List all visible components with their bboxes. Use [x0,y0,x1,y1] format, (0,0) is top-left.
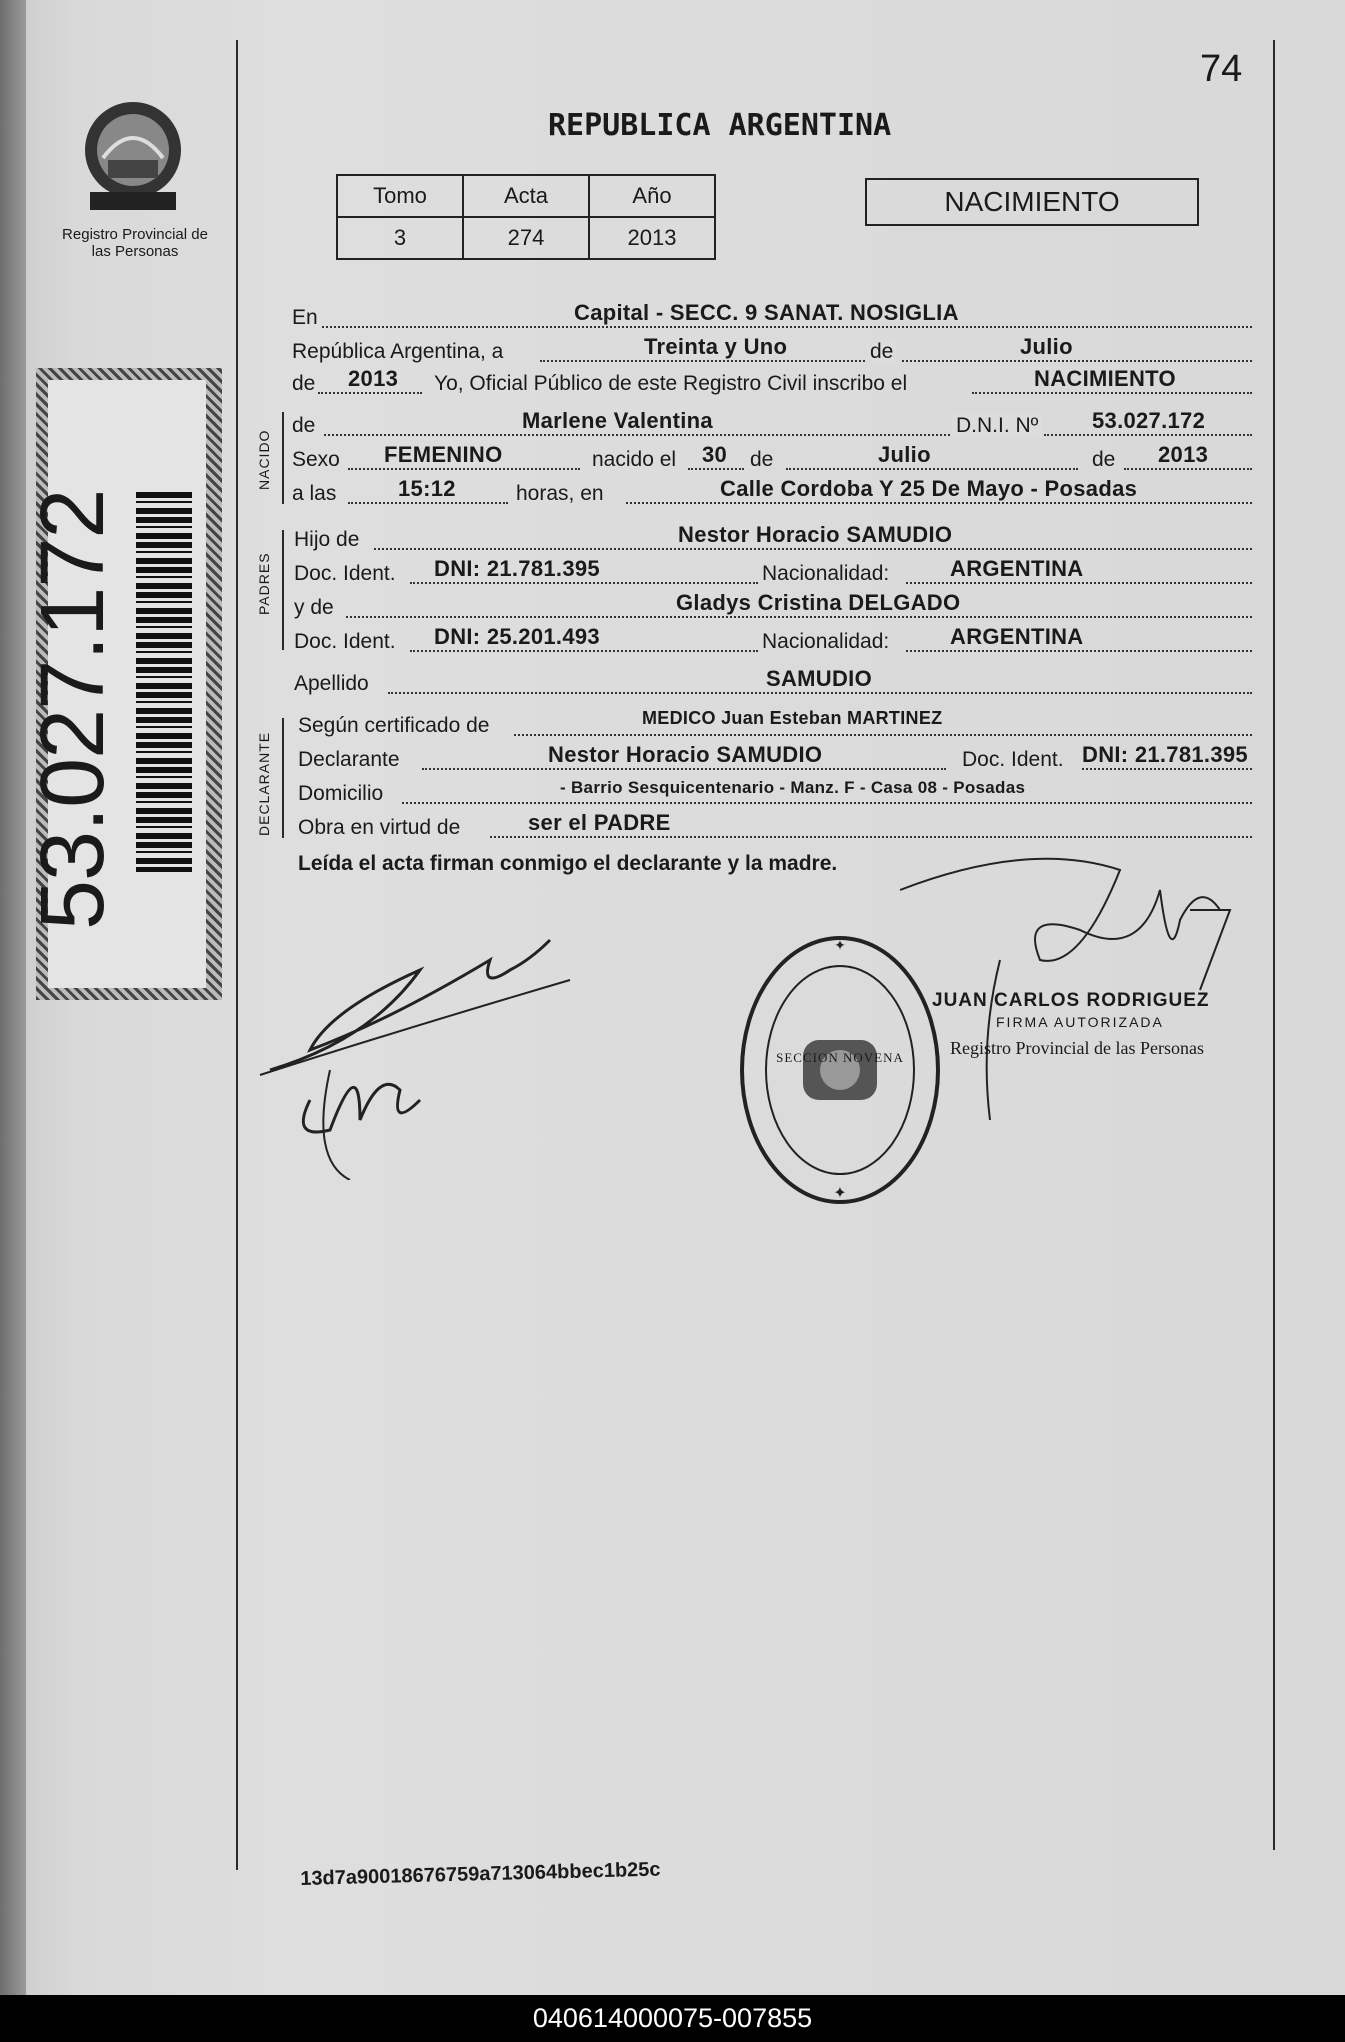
de-label: de [750,448,774,471]
svg-text:✦: ✦ [834,939,846,954]
inscribe-value: NACIMIENTO [1034,366,1176,391]
form-row-declarante [292,742,1256,776]
form-row-father-doc [292,556,1256,590]
document-type-box: NACIMIENTO [865,178,1199,226]
declarante-label: Declarante [298,748,400,771]
birth-year: 2013 [1158,442,1209,467]
seal-inner-text: SECCION NOVENA [776,1050,904,1065]
horas-label: horas, en [516,482,604,505]
form-row-mother [292,590,1256,624]
form-row-year [292,366,1256,400]
dni-label: D.N.I. Nº [952,414,1042,438]
form-row-apellido [292,666,1256,700]
de-label: de [292,414,316,437]
oficial-text: Yo, Oficial Público de este Registro Civil inscribo el [434,372,908,395]
form-row-sexo [292,442,1256,476]
province-emblem [68,88,198,218]
place-value: Calle Cordoba Y 25 De Mayo - Posadas [720,476,1138,501]
acta-value: 274 [463,217,589,259]
section-divider [282,530,284,650]
closing-statement: Leída el acta firman conmigo el declarante y la madre. [298,852,838,875]
official-name: JUAN CARLOS RODRIGUEZ [932,990,1210,1011]
section-divider [282,718,284,838]
y-de-label: y de [294,596,334,619]
obra-label: Obra en virtud de [298,816,461,839]
nacionalidad-label: Nacionalidad: [762,630,890,653]
father-nationality: ARGENTINA [950,556,1084,581]
doc-ident-label: Doc. Ident. [294,630,396,653]
sexo-label: Sexo [292,448,340,471]
nacionalidad-label: Nacionalidad: [762,562,890,585]
form-row-time [292,476,1256,510]
right-margin-rule [1273,40,1275,1850]
segun-value: MEDICO Juan Esteban MARTINEZ [642,708,943,728]
section-nacido: NACIDO [256,429,272,490]
day-value: Treinta y Uno [644,334,788,359]
table-header: Tomo [337,175,463,217]
father-doc: DNI: 21.781.395 [434,556,600,581]
declarante-doc: DNI: 21.781.395 [1082,742,1248,767]
mother-name: Gladys Cristina DELGADO [676,590,961,615]
table-header: Año [589,175,715,217]
en-label: En [292,306,318,329]
domicilio-label: Domicilio [298,782,384,805]
en-value: Capital - SECC. 9 SANAT. NOSIGLIA [574,300,959,325]
birth-day: 30 [702,442,728,467]
form-row-segun [292,708,1256,742]
apellido-label: Apellido [294,672,369,695]
de-label: de [866,340,897,364]
apellido-value: SAMUDIO [766,666,872,691]
left-margin-rule [236,40,238,1870]
anio-value: 2013 [589,217,715,259]
section-divider [282,412,284,504]
year-value: 2013 [348,366,399,391]
declarant-signature [250,900,590,1180]
form-row-name [292,408,1256,442]
barcode-number: 53.027.172 [23,489,123,930]
form-row-father [292,522,1256,556]
doc-ident-label: Doc. Ident. [294,562,396,585]
hijo-label: Hijo de [294,528,360,551]
de-label: de [292,372,316,395]
sexo-value: FEMENINO [384,442,503,467]
left-binding-edge [0,0,26,1995]
domicilio-value: - Barrio Sesquicentenario - Manz. F - Casa 08 - Posadas [560,778,1026,797]
mother-nationality: ARGENTINA [950,624,1084,649]
time-value: 15:12 [398,476,456,501]
registry-table [336,174,716,260]
section-padres: PADRES [256,552,272,615]
form-row-en [292,300,1256,334]
official-seal [735,930,945,1210]
form-row-mother-doc [292,624,1256,658]
form-row-domicilio [292,780,1256,810]
birth-month: Julio [878,442,931,467]
mother-doc: DNI: 25.201.493 [434,624,600,649]
a-las-label: a las [292,482,337,505]
form-row-obra [292,810,1256,844]
republica-label: República Argentina, a [292,340,504,363]
nacido-el-label: nacido el [592,448,677,471]
child-name: Marlene Valentina [522,408,713,433]
official-role: FIRMA AUTORIZADA [996,1014,1164,1030]
svg-text:✦: ✦ [833,1185,847,1202]
official-org: Registro Provincial de las Personas [950,1038,1204,1058]
footer-code: 040614000075-007855 [0,1995,1345,2042]
de-label: de [1092,448,1116,471]
barcode [136,492,192,872]
page-number: 74 [1200,48,1243,90]
segun-label: Según certificado de [298,714,490,737]
section-declarante: DECLARANTE [256,731,272,836]
form-row-date [292,334,1256,368]
tomo-value: 3 [337,217,463,259]
month-value: Julio [1020,334,1073,359]
obra-value: ser el PADRE [528,810,671,835]
document-hash: 13d7a90018676759a713064bbec1b25c [300,1858,661,1890]
table-header: Acta [463,175,589,217]
registry-label: Registro Provincial de las Personas [62,226,208,260]
country-title: REPUBLICA ARGENTINA [548,108,892,143]
father-name: Nestor Horacio SAMUDIO [678,522,953,547]
declarante-name: Nestor Horacio SAMUDIO [548,742,823,767]
child-dni: 53.027.172 [1092,408,1206,433]
declarante-doc-label: Doc. Ident. [962,748,1064,771]
